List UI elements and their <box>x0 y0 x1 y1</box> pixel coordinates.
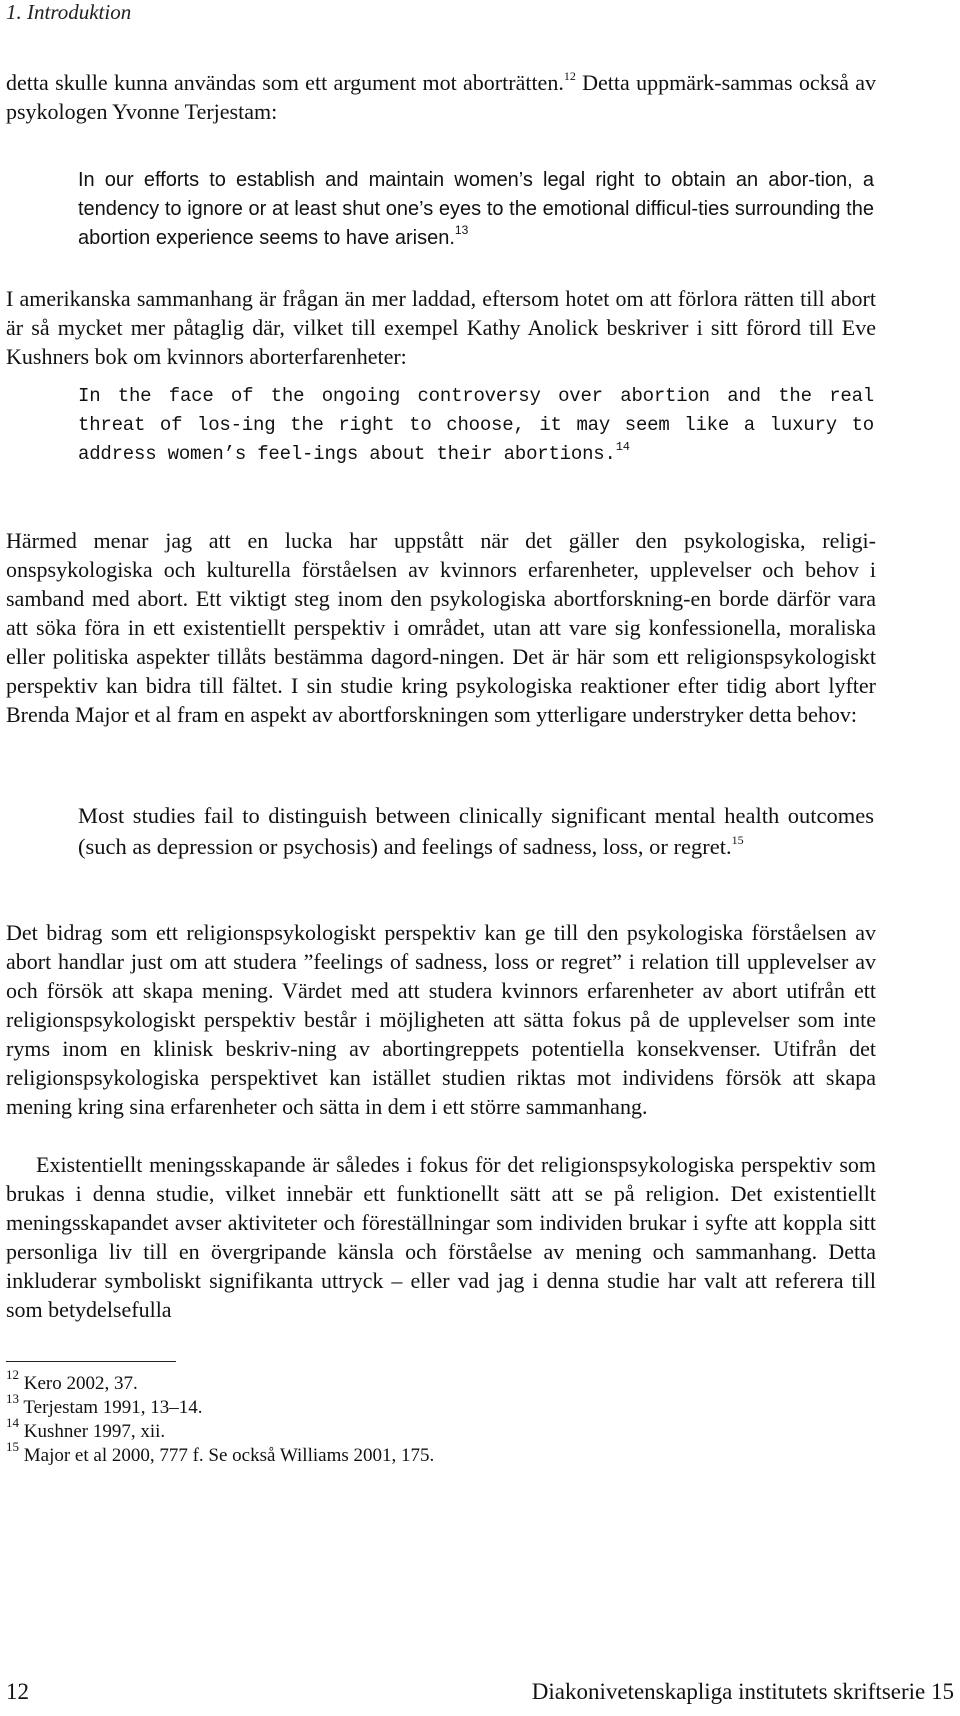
footnote-text: Major et al 2000, 777 f. Se också Williams 2001, 175. <box>19 1445 435 1466</box>
footnote-number: 13 <box>6 1390 19 1406</box>
footnote-12 <box>6 1366 886 1396</box>
footnote-number: 12 <box>6 1366 19 1382</box>
block-quote-terjestam <box>78 166 874 253</box>
page-footer <box>6 1675 954 1709</box>
quote-1-text: In our efforts to establish and maintain women’s legal right to obtain an abor-tion, a tendency to ignore or at least shut one’s eyes to the emotional difficul-ties surrounding the abortion experience seems to have arisen. <box>78 169 874 249</box>
footnote-text: Kushner 1997, xii. <box>19 1421 166 1442</box>
block-quote-anolick <box>78 382 874 469</box>
footnote-ref-14[interactable]: 14 <box>615 439 630 454</box>
paragraph-1-text: detta skulle kunna användas som ett argument mot aborträtten. <box>6 70 564 95</box>
block-quote-major <box>78 800 874 862</box>
quote-3-text: Most studies fail to distinguish between clinically significant mental health outcomes (such as depression or psychosis) and feelings of sadness, loss, or regret. <box>78 803 874 859</box>
paragraph-1 <box>6 68 876 126</box>
footnote-15 <box>6 1438 886 1468</box>
paragraph-1-continuation: Detta uppmärk-sammas också av psykologen Yvonne Terjestam: <box>6 70 877 124</box>
footnote-ref-13[interactable]: 13 <box>454 223 469 238</box>
footnote-ref-12[interactable]: 12 <box>563 68 576 83</box>
footnotes-list <box>6 1366 886 1468</box>
footnote-number: 15 <box>6 1438 19 1454</box>
footnote-number: 14 <box>6 1414 19 1430</box>
footnote-ref-15[interactable]: 15 <box>731 832 744 847</box>
footnote-14 <box>6 1414 886 1444</box>
footnote-13 <box>6 1390 886 1420</box>
page-number: 12 <box>6 1679 29 1704</box>
paragraph-3: Härmed menar jag att en lucka har uppstått när det gäller den psykologiska, religi-onspsykologiska och kulturella förståelsen av kvinnors erfarenheter, upplevelser och behov i samband med abort. Ett viktigt steg inom den psykologiska abortforskning-en borde därför vara att söka föra in ett existentiellt perspektiv i området, utan att vare sig konfessionella, moraliska eller politiska aspekter tillåts bestämma dagord-ningen. Det är här som ett religionspsykologiskt perspektiv kan bidra till fältet. I sin studie kring psykologiska reaktioner efter tidig abort lyfter Brenda Major et al fram en aspekt av abortforskningen som ytterligare understryker detta behov: <box>6 528 876 727</box>
footnote-text: Terjestam 1991, 13–14. <box>19 1397 203 1418</box>
paragraph-2: I amerikanska sammanhang är frågan än mer laddad, eftersom hotet om att förlora rätten till abort är så mycket mer påtaglig där, vilket till exempel Kathy Anolick beskriver i sitt förord till Eve Kushners bok om kvinnors aborterfarenheter: <box>6 286 876 369</box>
footnote-separator <box>6 1361 176 1362</box>
series-title: Diakonivetenskapliga institutets skriftserie 15 <box>531 1679 954 1704</box>
running-head: 1. Introduktion <box>6 0 132 24</box>
footnote-text: Kero 2002, 37. <box>19 1373 138 1394</box>
quote-2-text: In the face of the ongoing controversy over abortion and the real threat of los-ing the right to choose, it may seem like a luxury to address women’s feel-ings about their abortions. <box>78 385 874 465</box>
paragraph-4: Det bidrag som ett religionspsykologiskt perspektiv kan ge till den psykologiska förståelsen av abort handlar just om att studera ”feelings of sadness, loss or regret” i relation till upplevelser av och försök att skapa mening. Värdet med att studera kvinnors erfarenheter av abort utifrån ett religionspsykologiskt perspektiv består i möjligheten att sätta fokus på de upplevelser som inte ryms inom en klinisk beskriv-ning av abortingreppets potentiella konsekvenser. Utifrån det religionspsykologiska perspektivet kan istället studien riktas mot individens försök att skapa mening kring sina erfarenheter och sätta in dem i ett större sammanhang. <box>6 920 876 1119</box>
paragraph-5: Existentiellt meningsskapande är således i fokus för det religionspsykologiska perspektiv som brukas i denna studie, vilket innebär ett funktionellt sätt att se på religion. Det existentiellt meningsskapandet avser aktiviteter och föreställningar som individen brukar i syfte att koppla sitt personliga liv till en övergripande känsla och förståelse av mening och sammanhang. Detta inkluderar symboliskt signifikanta uttryck – eller vad jag i denna studie har valt att referera till som betydelsefulla <box>6 1152 876 1322</box>
